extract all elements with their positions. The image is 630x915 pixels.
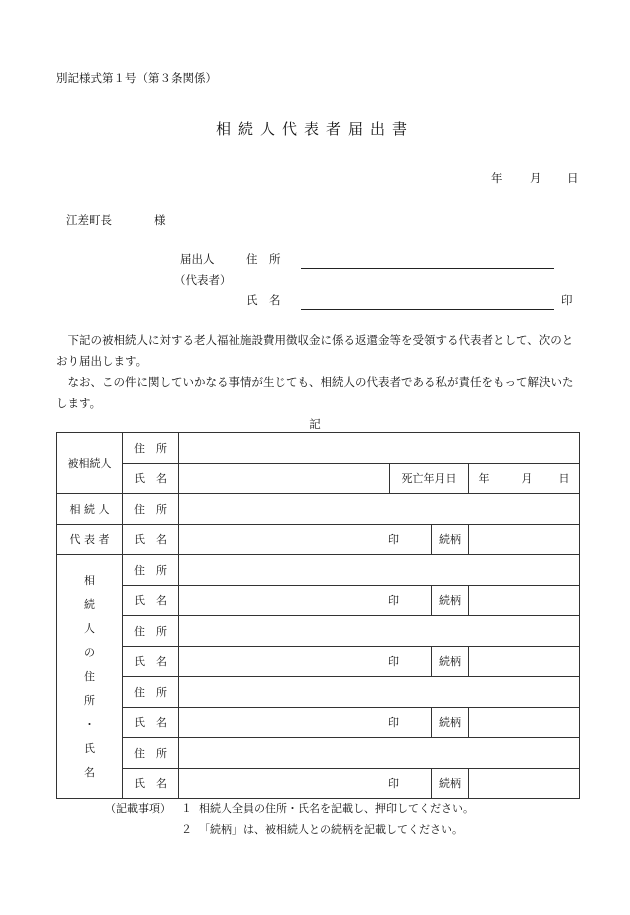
rep-address-field[interactable] <box>179 494 580 525</box>
rep-relationship-field[interactable] <box>469 524 580 555</box>
heirs-table <box>56 432 580 799</box>
heir-name-field[interactable] <box>179 585 432 616</box>
death-date-year: 年 <box>478 472 490 486</box>
heirs-label-char: ・ <box>84 717 95 731</box>
decedent-name-field[interactable] <box>179 463 390 494</box>
ki-heading: 記 <box>309 417 321 431</box>
notifier-sub-label: （代表者） <box>174 273 232 287</box>
notifier-address-field[interactable] <box>301 268 554 269</box>
note-number: ２ <box>181 823 192 836</box>
rep-name-field[interactable] <box>179 524 432 555</box>
heirs-label-char: 名 <box>84 765 95 779</box>
heir-address-field[interactable] <box>179 616 580 647</box>
rep-label-1: 相 続 人 <box>57 494 123 525</box>
heirs-label-char: 続 <box>84 597 95 611</box>
name-label: 氏 名 <box>123 707 179 738</box>
seal-mark: 印 <box>388 594 399 608</box>
table-row <box>57 616 580 647</box>
death-date-day: 日 <box>558 472 570 486</box>
notifier-seal: 印 <box>561 293 573 307</box>
document-title: 相続人代表者届出書 <box>215 120 414 138</box>
name-label: 氏 名 <box>123 646 179 677</box>
address-label: 住 所 <box>123 494 179 525</box>
heir-address-field[interactable] <box>179 677 580 708</box>
heirs-label-char: 人 <box>84 621 95 635</box>
table-row <box>57 524 580 555</box>
rep-label-2: 代 表 者 <box>57 524 123 555</box>
name-label: 氏 名 <box>123 463 179 494</box>
heirs-label-char: 住 <box>84 669 95 683</box>
table-row <box>57 463 580 494</box>
table-row <box>57 585 580 616</box>
name-label: 氏 名 <box>123 585 179 616</box>
heir-relationship-field[interactable] <box>469 646 580 677</box>
table-row <box>57 555 580 586</box>
name-label: 氏 名 <box>123 524 179 555</box>
date-day: 日 <box>567 171 579 185</box>
address-label: 住 所 <box>123 555 179 586</box>
table-row <box>57 646 580 677</box>
notifier-label: 届出人 <box>180 252 215 266</box>
heir-relationship-field[interactable] <box>469 585 580 616</box>
table-row <box>57 738 580 769</box>
address-label: 住 所 <box>123 616 179 647</box>
heirs-label <box>57 555 123 799</box>
relationship-label: 続柄 <box>432 585 469 616</box>
date-month: 月 <box>530 171 542 185</box>
seal-mark: 印 <box>388 533 399 547</box>
paragraph-2: なお、この件に関していかなる事情が生じても、相続人の代表者である私が責任をもって解決いたします。 <box>56 375 574 410</box>
note-text: 「続柄」は、被相続人との続柄を記載してください。 <box>199 823 463 836</box>
table-row <box>57 707 580 738</box>
death-date-field[interactable] <box>469 463 580 494</box>
address-label: 住 所 <box>123 738 179 769</box>
addressee-name: 江差町長 <box>66 213 112 227</box>
address-label: 住 所 <box>123 433 179 464</box>
note-number: １ <box>181 802 192 815</box>
seal-mark: 印 <box>388 655 399 669</box>
relationship-label: 続柄 <box>432 524 469 555</box>
relationship-label: 続柄 <box>432 646 469 677</box>
table-row <box>57 677 580 708</box>
seal-mark: 印 <box>388 777 399 791</box>
name-label: 氏 名 <box>123 768 179 799</box>
heir-relationship-field[interactable] <box>469 707 580 738</box>
notifier-name-field[interactable] <box>301 309 554 310</box>
notifier-name-label: 氏 名 <box>246 293 281 307</box>
relationship-label: 続柄 <box>432 768 469 799</box>
death-date-label: 死亡年月日 <box>390 463 469 494</box>
table-row <box>57 433 580 464</box>
relationship-label: 続柄 <box>432 707 469 738</box>
seal-mark: 印 <box>388 716 399 730</box>
heir-name-field[interactable] <box>179 707 432 738</box>
address-label: 住 所 <box>123 677 179 708</box>
heir-address-field[interactable] <box>179 738 580 769</box>
death-date-month: 月 <box>521 472 533 486</box>
heirs-label-char: 相 <box>84 573 95 587</box>
note-text: 相続人全員の住所・氏名を記載し、押印してください。 <box>199 802 474 815</box>
heir-address-field[interactable] <box>179 555 580 586</box>
decedent-address-field[interactable] <box>179 433 580 464</box>
heir-name-field[interactable] <box>179 768 432 799</box>
paragraph-1: 下記の被相続人に対する老人福祉施設費用徴収金に係る返還金等を受領する代表者として、次のとおり届出します。 <box>56 333 574 368</box>
heirs-label-char: の <box>84 645 95 659</box>
notes-label: （記載事項） <box>105 802 171 815</box>
decedent-label: 被相続人 <box>57 433 123 494</box>
heir-relationship-field[interactable] <box>469 768 580 799</box>
heirs-label-char: 所 <box>84 693 95 707</box>
date-year: 年 <box>491 171 503 185</box>
table-row <box>57 494 580 525</box>
table-row <box>57 768 580 799</box>
addressee-honorific: 様 <box>154 213 166 227</box>
heirs-label-char: 氏 <box>84 741 95 755</box>
form-number: 別記様式第１号（第３条関係） <box>56 71 217 85</box>
heir-name-field[interactable] <box>179 646 432 677</box>
notifier-address-label: 住 所 <box>246 252 281 266</box>
